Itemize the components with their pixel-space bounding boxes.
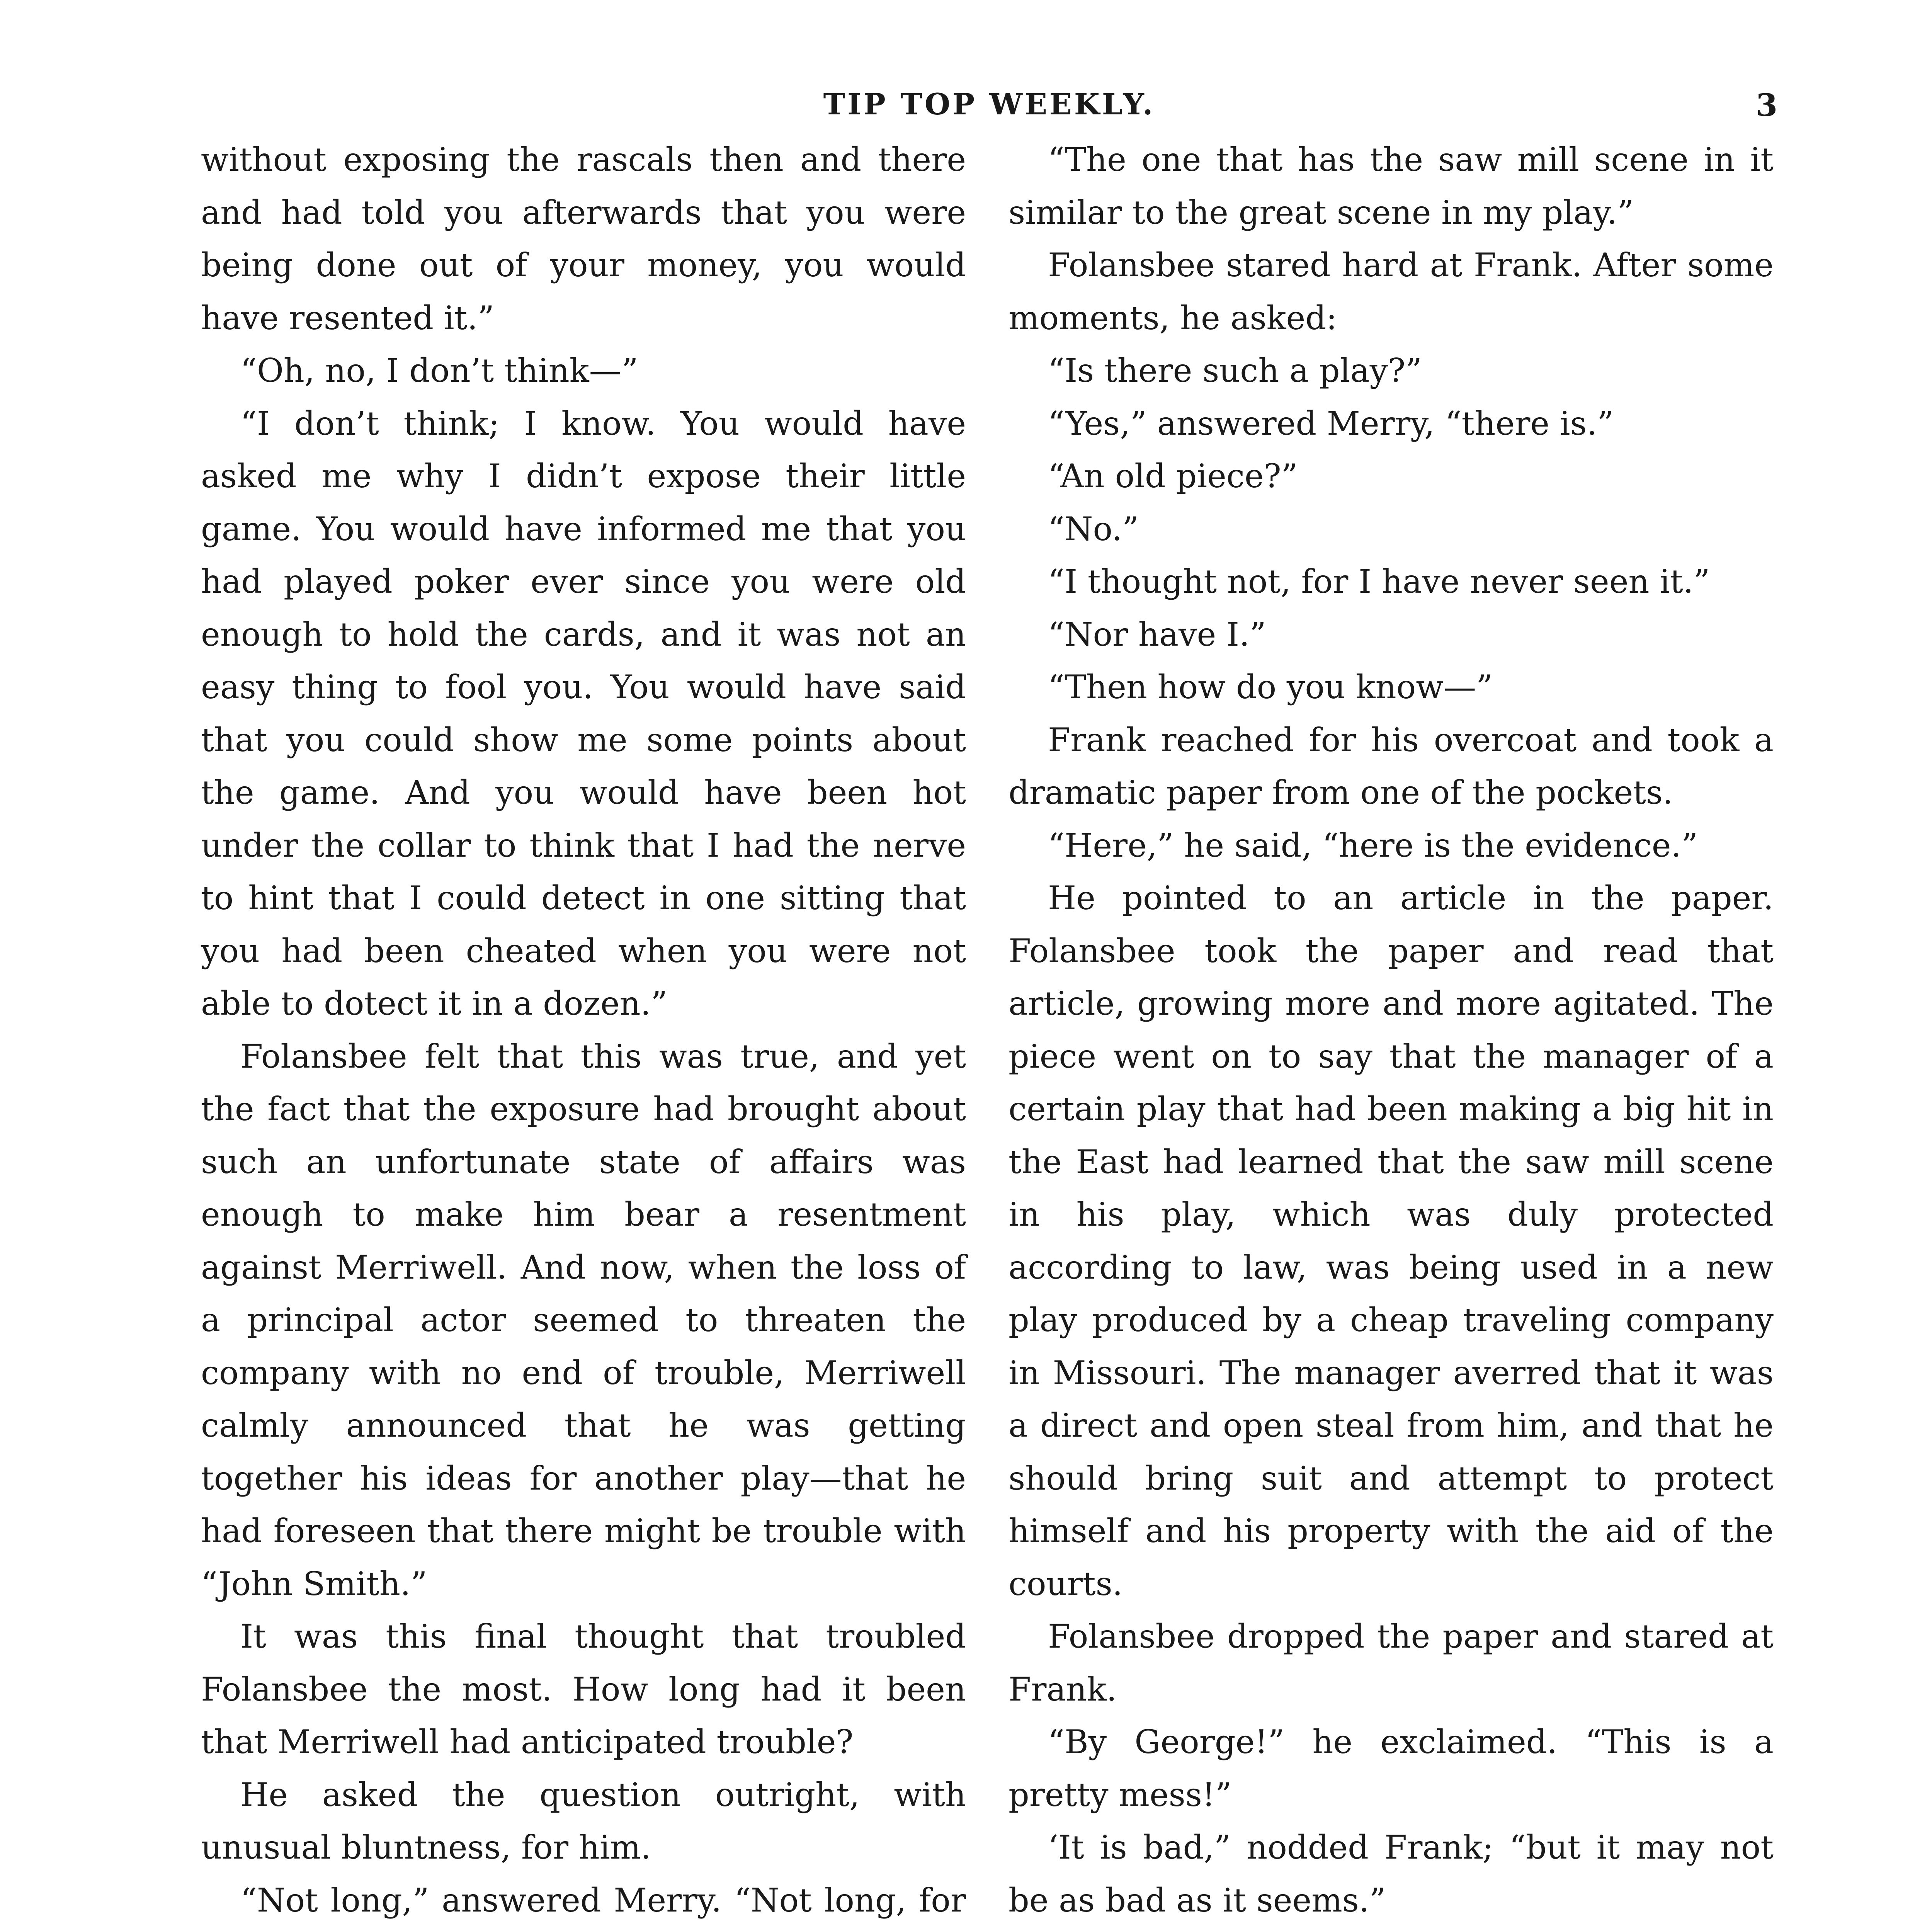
paragraph: without exposing the rascals then and there and had told you afterwards that you were being done out of your money, you would have resented it.” (201, 141, 966, 337)
paragraph: “By George!” he exclaimed. “This is a pretty mess!” (1009, 1723, 1774, 1814)
magazine-title: TIP TOP WEEKLY. (823, 87, 1155, 121)
paragraph: Folansbee stared hard at Frank. After some moments, he asked: (1009, 246, 1774, 337)
paragraph: “I thought not, for I have never seen it.” (1048, 563, 1710, 600)
paragraph: “The one that has the saw mill scene in it similar to the great scene in my play.” (1009, 141, 1774, 231)
paragraph: “Here,” he said, “here is the evidence.” (1048, 826, 1698, 864)
paragraph: “Nor have I.” (1048, 615, 1266, 653)
paragraph: Folansbee dropped the paper and stared at Frank. (1009, 1617, 1774, 1708)
paragraph: ‘It is bad,” nodded Frank; “but it may not be as bad as it seems.” (1009, 1828, 1774, 1919)
paragraph: “I don’t think; I know. You would have asked me why I didn’t expose their little game. You would have informed me that you had played poker ever since you were old enough to hold the cards, and it was not an easy thing to fool you. You would have said that you could show me some points about the game. And you would have been hot under the collar to think that I had the nerve to hint that I could detect in one sitting that you had been cheated when you were not able to dotect it in a dozen.” (201, 404, 966, 1022)
paragraph: It was this final thought that troubled Folansbee the most. How long had it been that Merriwell had anticipated trouble? (201, 1617, 966, 1761)
paragraph: “Then how do you know—” (1048, 668, 1493, 706)
running-header (201, 87, 1777, 126)
paragraph: He pointed to an article in the paper. Folansbee took the paper and read that article, growing more and more agitated. The piece went on to say that the manager of a certain play that had been making a big hit in the East had learned that the saw mill scene in his play, which was duly protected according to law, was being used in a new play produced by a cheap traveling company in Missouri. The manager averred that it was a direct and open steal from him, and that he should bring suit and attempt to protect himself and his property with the aid of the courts. (1009, 879, 1774, 1603)
paragraph: “Not long,” answered Merry. “Not long, for (240, 1881, 966, 1919)
paragraph: He asked the question outright, with unusual bluntness, for him. (201, 1776, 966, 1866)
paragraph (1009, 1927, 1774, 1932)
paragraph: “Is there such a play?” (1048, 352, 1422, 389)
paragraph: Folansbee felt that this was true, and yet the fact that the exposure had brought about such an unfortunate state of affairs was enough to make him bear a resentment against Merriwell. And now, when the loss of a principal actor seemed to threaten the company with no end of trouble, Merriwell calmly announced that he was getting together his ideas for another play—that he had foreseen that there might be trouble with “John Smith.” (201, 1037, 966, 1603)
right-column (1009, 133, 1774, 1932)
paragraph: Frank reached for his overcoat and took a dramatic paper from one of the pockets. (1009, 721, 1774, 811)
paragraph: “Oh, no, I don’t think—” (240, 352, 638, 389)
paragraph: “No.” (1048, 510, 1139, 548)
paragraph: “Yes,” answered Merry, “there is.” (1048, 404, 1614, 442)
paragraph: “An old piece?” (1048, 457, 1298, 495)
left-column (201, 133, 966, 1932)
page-number: 3 (1756, 87, 1777, 123)
